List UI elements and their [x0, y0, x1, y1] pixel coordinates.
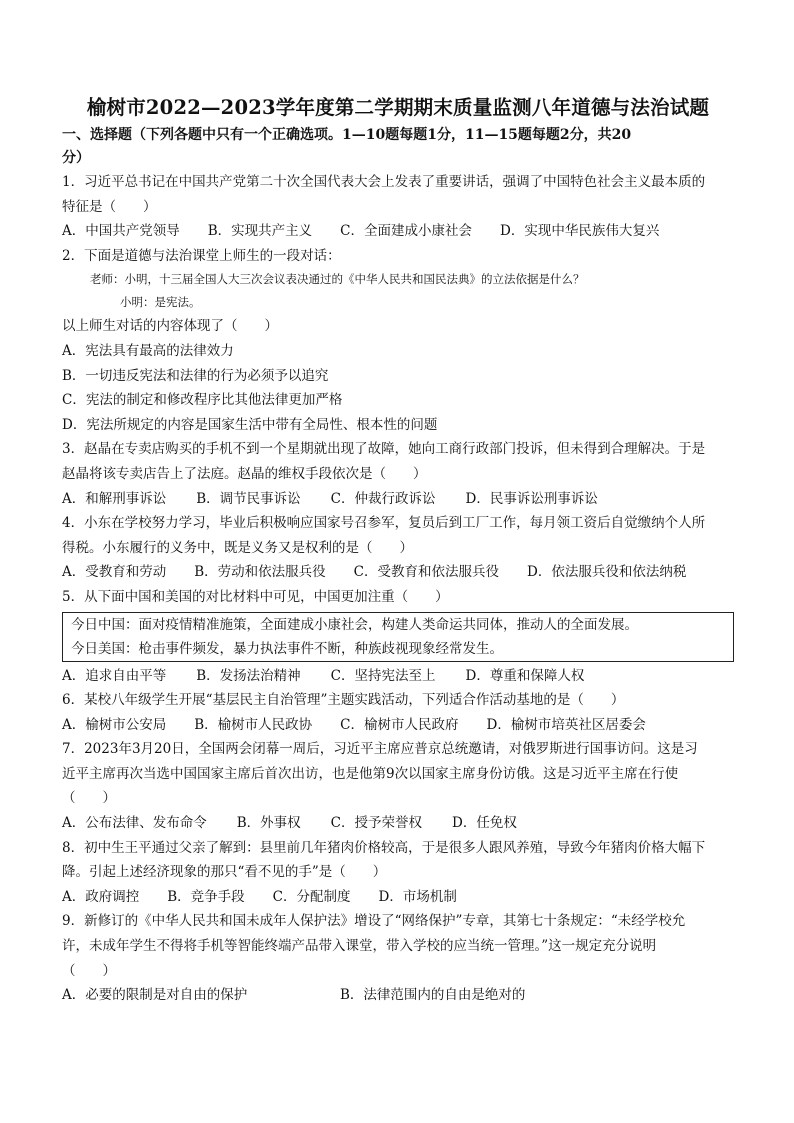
q7-stem: 7．2023年3月20日，全国两会闭幕一周后，习近平主席应普京总统邀请，对俄罗斯进行国事访问。这是习: [62, 741, 698, 758]
q9-option-b: B．法律范围内的自由是绝对的: [340, 987, 526, 1004]
q6-stem: 6．某校八年级学生开展“基层民主自治管理”主题实践活动，下列适合作活动基地的是（ ）: [62, 692, 625, 709]
q8-option-b: B．竞争手段: [167, 888, 245, 905]
q8-stem: 8．初中生王平通过父亲了解到：县里前几年猪肉价格较高，于是很多人跟风养殖，导致今年猪肉价格大幅下: [62, 839, 706, 856]
q2-student-line: 小明：是宪法。: [120, 295, 201, 310]
q8-option-a: A．政府调控: [62, 888, 140, 905]
section-heading-cont: 分）: [62, 150, 90, 166]
q5-option-a: A．追求自由平等: [62, 667, 167, 684]
q6-options: [62, 713, 734, 738]
q8-option-c: C．分配制度: [272, 888, 351, 905]
q7-option-c: C．授予荣誉权: [330, 815, 423, 832]
q2-stem: 2．下面是道德与法治课堂上师生的一段对话：: [62, 247, 341, 264]
q9-options: [62, 983, 734, 1008]
q5-option-d: D．尊重和保障人权: [465, 667, 585, 684]
q5-option-b: B．发扬法治精神: [196, 667, 301, 684]
q3-option-a: A．和解刑事诉讼: [62, 490, 167, 507]
q7-option-a: A．公布法律、发布命令: [62, 815, 207, 832]
q7-options: [62, 811, 734, 836]
q4-option-b: B．劳动和依法服兵役: [194, 564, 326, 581]
q2-prompt: 以上师生对话的内容体现了（ ）: [62, 318, 278, 335]
q6-option-d: D．榆树市培英社区居委会: [486, 716, 646, 733]
q5-options: [62, 664, 734, 689]
q9-option-a: A．必要的限制是对自由的保护: [62, 987, 248, 1004]
q1-option-d: D．实现中华民族伟大复兴: [500, 223, 660, 240]
q7-option-d: D．任免权: [452, 815, 517, 832]
q5-stem: 5．从下面中国和美国的对比材料中可见，中国更加注重（ ）: [62, 588, 449, 605]
q8-stem-cont: 降。引起上述经济现象的那只“看不见的手”是（ ）: [62, 864, 387, 881]
q3-stem: 3．赵晶在专卖店购买的手机不到一个星期就出现了故障，她向工商行政部门投诉，但未得到合理解决。于是: [62, 441, 706, 458]
q1-stem: 1．习近平总书记在中国共产党第二十次全国代表大会上发表了重要讲话，强调了中国特色社会主义最本质的: [62, 174, 706, 190]
q3-options: [62, 487, 734, 512]
q6-option-a: A．榆树市公安局: [62, 716, 167, 733]
q6-option-c: C．榆树市人民政府: [340, 716, 459, 733]
q3-option-b: B．调节民事诉讼: [196, 490, 301, 507]
q1-option-a: A．中国共产党领导: [62, 223, 180, 240]
q2-option-a: A．宪法具有最高的法律效力: [62, 342, 234, 359]
q6-option-b: B．榆树市人民政协: [194, 716, 313, 733]
q2-option-c: C．宪法的制定和修改程序比其他法律更加严格: [62, 392, 343, 409]
q9-stem-cont: 许，未成年学生不得将手机等智能终端产品带入课堂，带入学校的应当统一管理。”这一规定充分说明: [62, 938, 657, 955]
q5-material-usa: 今日美国：枪击事件频发，暴力执法事件不断，种族歧视现象经常发生。: [71, 640, 503, 657]
q4-option-d: D．依法服兵役和依法纳税: [527, 564, 687, 581]
q1-options: [62, 219, 734, 244]
q7-option-b: B．外事权: [236, 815, 301, 832]
q7-stem-cont: 近平主席再次当选中国国家主席后首次出访，也是他第9次以国家主席身份访俄。这是习近平主席在行使: [62, 765, 679, 782]
q8-options: [62, 885, 734, 910]
q5-option-c: C．坚持宪法至上: [330, 667, 436, 684]
q2-teacher-line: 老师：小明，十三届全国人大三次会议表决通过的《中华人民共和国民法典》的立法依据是什么？: [90, 272, 585, 287]
q1-option-b: B．实现共产主义: [207, 223, 313, 240]
q3-option-c: C．仲裁行政诉讼: [330, 490, 436, 507]
q5-material-china: 今日中国：面对疫情精准施策，全面建成小康社会，构建人类命运共同体，推动人的全面发展。: [71, 616, 638, 633]
section-heading: 一、选择题（下列各题中只有一个正确选项。1—10题每题1分，11—15题每题2分，共20: [62, 127, 632, 143]
exam-page: [62, 92, 734, 1008]
q3-option-d: D．民事诉讼刑事诉讼: [465, 490, 598, 507]
q7-stem-blank: （ ）: [62, 790, 116, 807]
q3-stem-cont: 赵晶将该专卖店告上了法庭。赵晶的维权手段依次是（ ）: [62, 465, 427, 482]
q9-stem: 9．新修订的《中华人民共和国未成年人保护法》增设了“网络保护”专章，其第七十条规定：“未经学校允: [62, 913, 686, 930]
q5-material-box: [62, 612, 734, 662]
q4-stem: 4．小东在学校努力学习，毕业后积极响应国家号召参军，复员后到工厂工作，每月领工资后自觉缴纳个人所: [62, 515, 706, 532]
q2-option-d: D．宪法所规定的内容是国家生活中带有全局性、根本性的问题: [62, 416, 438, 433]
q4-options: [62, 560, 734, 585]
q4-stem-cont: 得税。小东履行的义务中，既是义务又是权利的是（ ）: [62, 539, 413, 556]
page-title: 榆树市2022—2023学年度第二学期期末质量监测八年道德与法治试题: [86, 96, 710, 119]
q1-stem-cont: 特征是（ ）: [62, 198, 157, 215]
q4-option-a: A．受教育和劳动: [62, 564, 167, 581]
q2-option-b: B．一切违反宪法和法律的行为必须予以追究: [62, 367, 329, 384]
q4-option-c: C．受教育和依法服兵役: [353, 564, 500, 581]
q9-stem-blank: （ ）: [62, 962, 116, 979]
q1-option-c: C．全面建成小康社会: [340, 223, 473, 240]
q8-option-d: D．市场机制: [378, 888, 457, 905]
